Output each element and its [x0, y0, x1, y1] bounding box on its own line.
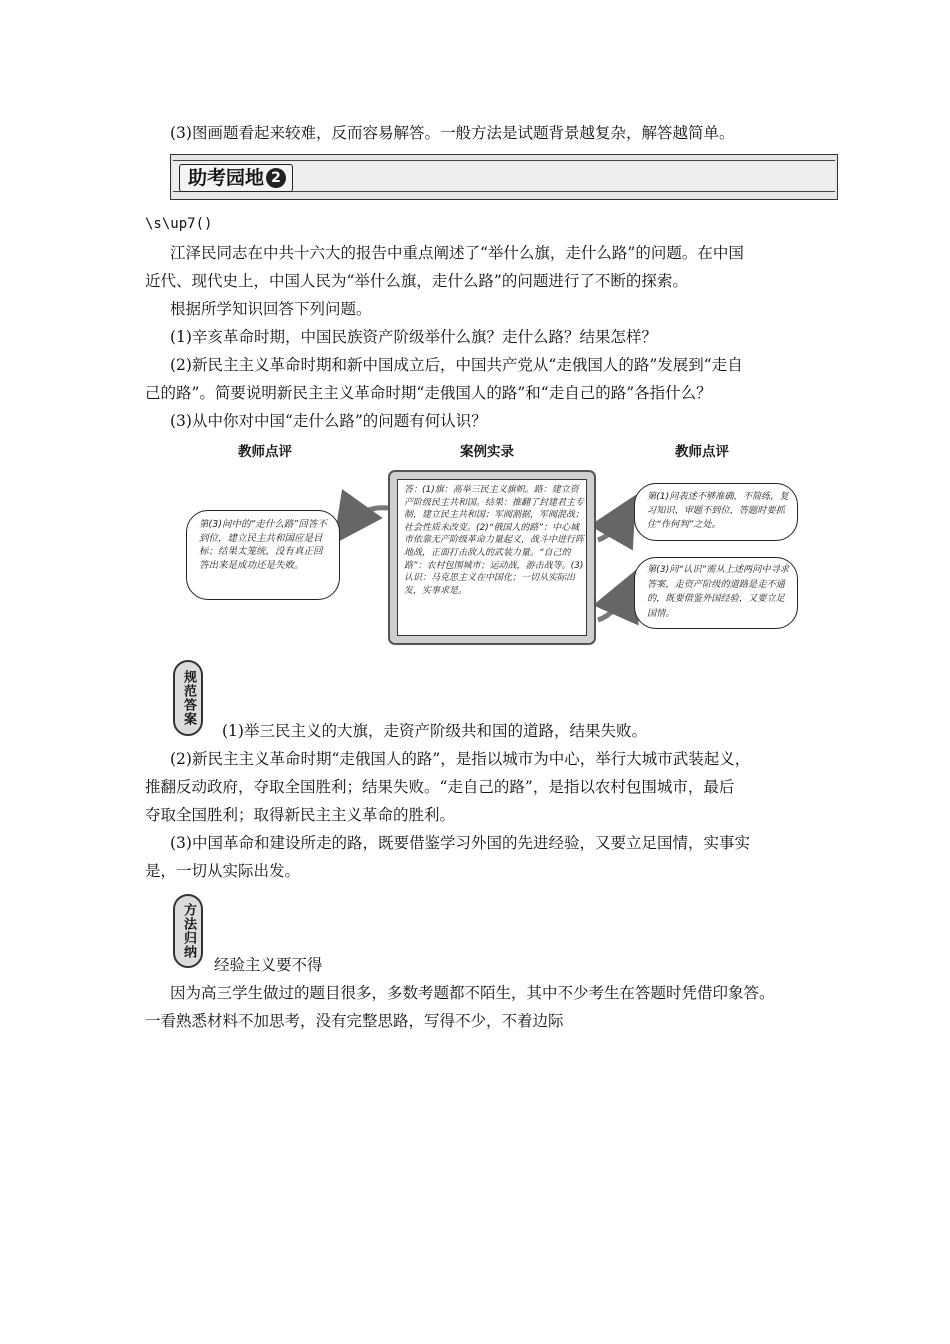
question-item: (1)辛亥革命时期，中国民族资产阶级举什么旗？走什么路？结果怎样？ [170, 328, 657, 346]
center-column-header: 案例实录 [460, 444, 514, 460]
right-bottom-comment-bubble [634, 557, 798, 629]
intro-line: (3)图画题看起来较难，反而容易解答。一般方法是试题背景越复杂，解答越简单。 [170, 124, 735, 142]
question-instruction: 根据所学知识回答下列问题。 [170, 300, 372, 318]
arrow-to-left-comment [345, 508, 388, 528]
answer-item: 推翻反动政府，夺取全国胜利；结果失败。“走自己的路”，是指以农村包围城市，最后 [145, 778, 735, 796]
method-summary-badge-label: 方法归纳 [181, 903, 196, 959]
section-banner [170, 154, 838, 200]
left-comment-text: 第(3)问中的“走什么路”回答不到位，建立民主共和国应是目标；结果太笼统，没有真正回答出来是成功还是失败。 [199, 519, 327, 571]
method-paragraph-line: 因为高三学生做过的题目很多，多数考题都不陌生，其中不少考生在答题时凭借印象答。 [170, 984, 775, 1002]
question-item: (2)新民主主义革命时期和新中国成立后，中国共产党从“走俄国人的路”发展到“走自 [170, 356, 743, 374]
banner-tag [179, 164, 293, 192]
standard-answer-badge-label: 规范答案 [181, 670, 196, 726]
case-record-answer: 答：(1)旗：高举三民主义旗帜。路：建立资产阶级民主共和国。结果：推翻了封建君主专制，建立民主共和国；军阀割据，军阀混战；社会性质未改变。(2)“俄国人的路”：中心城市依靠无产阶级革命力量起义，战斗中进行阵地战，正面打击敌人的武装力量。“自己的路”：农村包围城市；运动战，游击战等。(3)认识：马克思主义在中国化；一切从实际出发，实事求是。 [404, 485, 585, 596]
question-paragraph-line: 江泽民同志在中共十六大的报告中重点阐述了“举什么旗，走什么路”的问题。在中国 [170, 244, 744, 262]
arrow-to-right-bottom-comment [598, 588, 628, 620]
banner-label: 助考园地 [188, 167, 265, 189]
answer-item: 是，一切从实际出发。 [145, 862, 301, 880]
method-title: 经验主义要不得 [214, 956, 323, 974]
question-item: (3)从中你对中国“走什么路”的问题有何认识？ [170, 412, 487, 430]
answer-item: (3)中国革命和建设所走的路，既要借鉴学习外国的先进经验，又要立足国情，实事实 [170, 834, 750, 852]
answer-item: (1)举三民主义的大旗，走资产阶级共和国的道路，结果失败。 [222, 722, 647, 740]
banner-number: 2 [266, 168, 286, 188]
case-record-card [388, 470, 596, 645]
question-paragraph-line: 近代、现代史上，中国人民为“举什么旗，走什么路”的问题进行了不断的探索。 [145, 272, 688, 290]
answer-item: (2)新民主主义革命时期“走俄国人的路”，是指以城市为中心，举行大城市武装起义， [170, 750, 751, 768]
method-paragraph-line: 一看熟悉材料不加思考，没有完整思路，写得不少，不着边际 [145, 1012, 564, 1030]
standard-answer-badge [173, 660, 203, 736]
left-column-header: 教师点评 [238, 444, 292, 460]
arrow-to-right-top-comment [598, 512, 626, 540]
code-line: \s\up7() [145, 216, 213, 232]
answer-item: 夺取全国胜利；取得新民主主义革命的胜利。 [145, 806, 456, 824]
right-top-comment-text: 第(1)问表述不够准确，不简练，复习知识、审题不到位，答题时要抓住“作何判”之处。 [647, 491, 789, 530]
right-column-header: 教师点评 [675, 444, 729, 460]
banner-strip [173, 160, 835, 192]
question-item: 己的路”。简要说明新民主主义革命时期“走俄国人的路”和“走自己的路”各指什么？ [145, 384, 712, 402]
right-top-comment-bubble [634, 483, 798, 541]
right-bottom-comment-text: 第(3)问“认识”需从上述两问中寻求答案，走资产阶级的道路是走不通的，既要借鉴外国经验，又要立足国情。 [647, 564, 789, 619]
case-record-inner [397, 479, 587, 636]
left-comment-bubble [186, 510, 340, 600]
method-summary-badge [173, 894, 203, 968]
